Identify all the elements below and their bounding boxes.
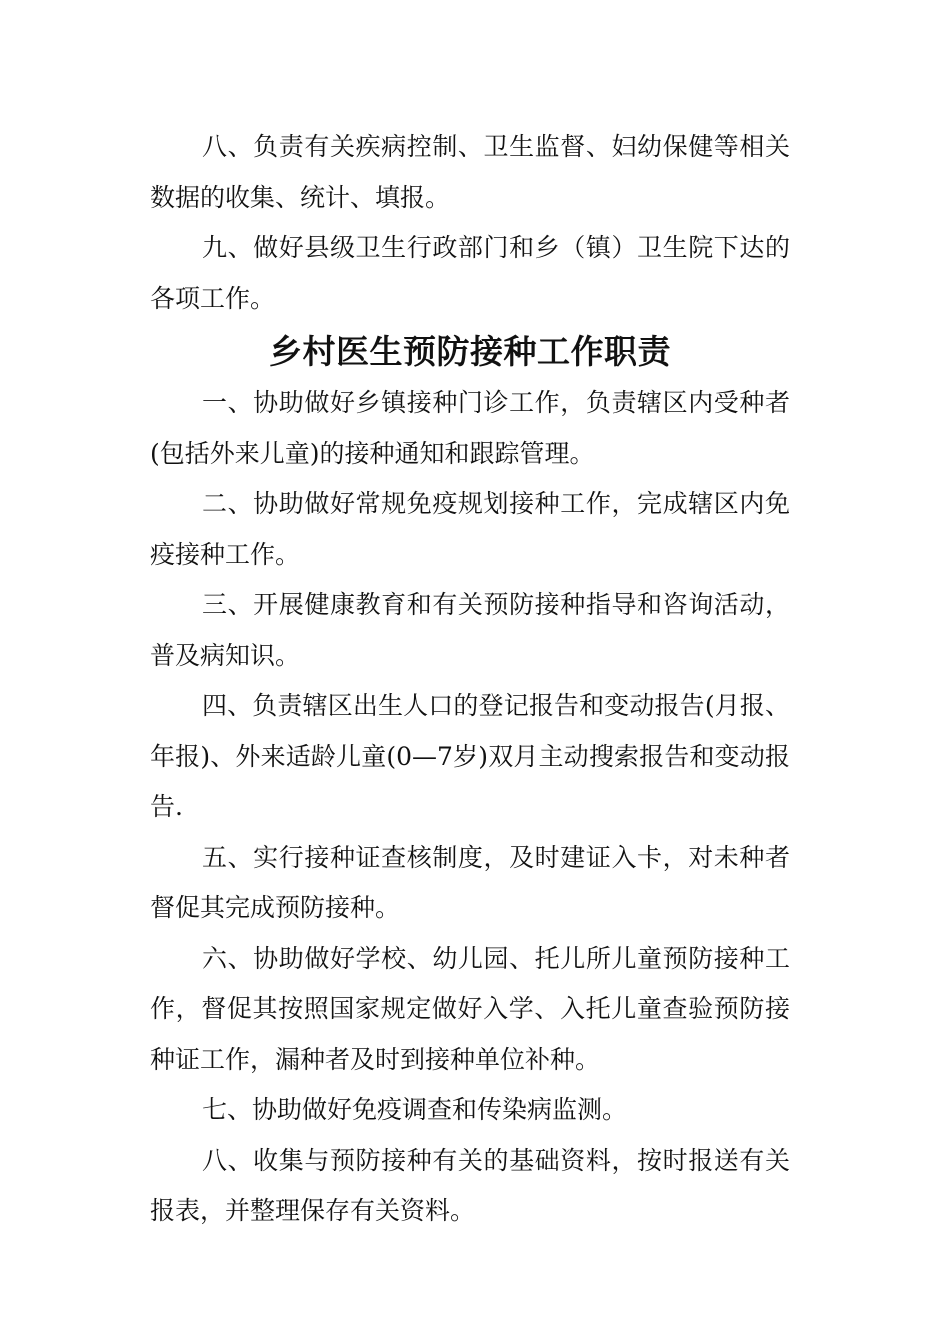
section-title: 乡村医生预防接种工作职责 bbox=[269, 332, 671, 371]
paragraph-item-8: 八、收集与预防接种有关的基础资料，按时报送有关报表，并整理保存有关资料。 bbox=[150, 1145, 790, 1225]
paragraph-item-9-prev: 九、做好县级卫生行政部门和乡（镇）卫生院下达的各项工作。 bbox=[150, 233, 790, 313]
paragraph-item-1: 一、协助做好乡镇接种门诊工作，负责辖区内受种者(包括外来儿童)的接种通知和跟踪管理。 bbox=[150, 388, 790, 468]
paragraph-item-2: 二、协助做好常规免疫规划接种工作，完成辖区内免疫接种工作。 bbox=[150, 489, 790, 569]
paragraph-item-3: 三、开展健康教育和有关预防接种指导和咨询活动，普及病知识。 bbox=[150, 590, 790, 670]
paragraph-item-8-prev: 八、负责有关疾病控制、卫生监督、妇幼保健等相关数据的收集、统计、填报。 bbox=[150, 132, 790, 212]
paragraph-item-5: 五、实行接种证查核制度，及时建证入卡，对未种者督促其完成预防接种。 bbox=[150, 842, 790, 922]
paragraph-item-7: 七、协助做好免疫调查和传染病监测。 bbox=[202, 1095, 628, 1124]
paragraph-item-6: 六、协助做好学校、幼儿园、托儿所儿童预防接种工作，督促其按照国家规定做好入学、入托儿童查验预防接种证工作，漏种者及时到接种单位补种。 bbox=[150, 943, 790, 1074]
paragraph-item-4: 四、负责辖区出生人口的登记报告和变动报告(月报、年报)、外来适龄儿童(0—7岁)双月主动搜索报告和变动报告. bbox=[150, 691, 790, 821]
document-page bbox=[150, 122, 790, 1237]
